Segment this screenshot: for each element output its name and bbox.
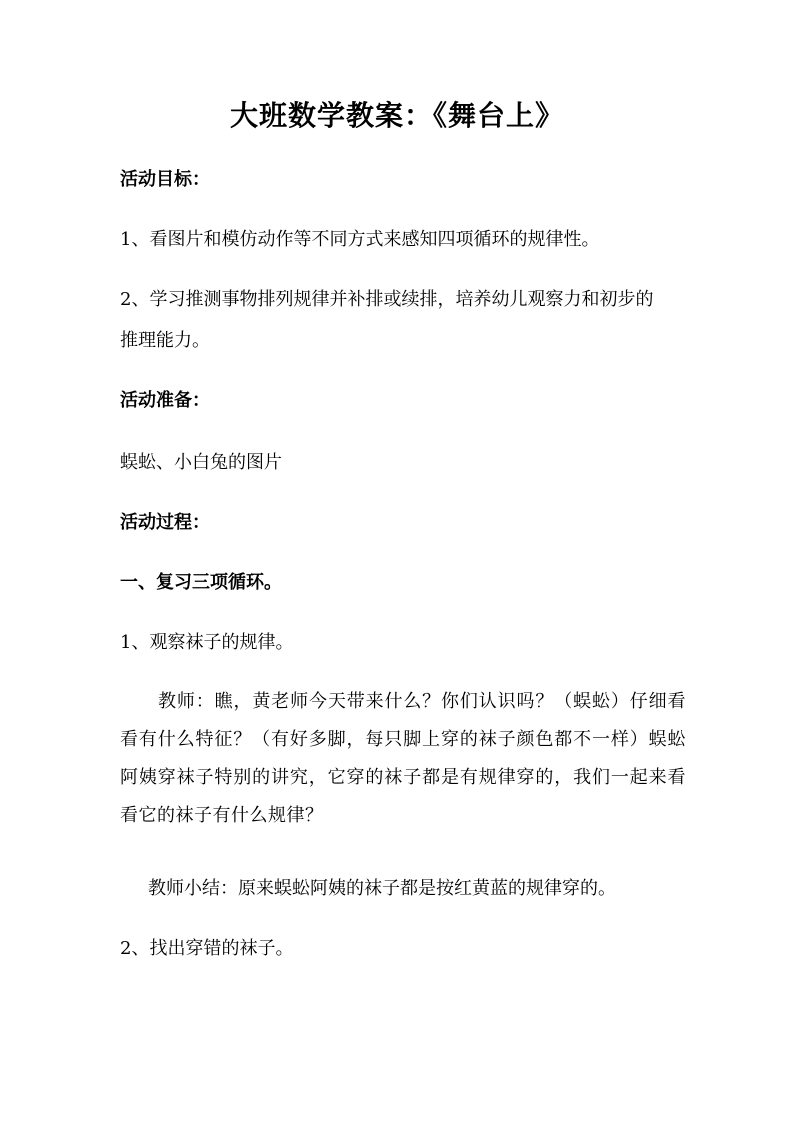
goal-2-line-2: 推理能力。 xyxy=(120,330,210,351)
prep-heading: 活动准备： xyxy=(120,390,210,411)
process-heading: 活动过程： xyxy=(120,512,210,533)
section-1-heading: 一、复习三项循环。 xyxy=(120,572,282,593)
goal-2-line-1: 2、学习推测事物排列规律并补排或续排，培养幼儿观察力和初步的 xyxy=(120,289,654,310)
teacher-paragraph: 教师：瞧，黄老师今天带来什么？你们认识吗？（蜈蚣）仔细看看有什么特征？（有好多脚，每只脚上穿的袜子颜色都不一样）蜈蚣阿姨穿袜子特别的讲究，它穿的袜子都是有规律穿的，我们一起来看看它的袜子有什么规律？ xyxy=(120,691,686,826)
goal-1: 1、看图片和模仿动作等不同方式来感知四项循环的规律性。 xyxy=(120,229,600,250)
step-1: 1、观察袜子的规律。 xyxy=(120,632,294,653)
document-title: 大班数学教案：《舞台上》 xyxy=(229,99,564,132)
prep-text: 蜈蚣、小白兔的图片 xyxy=(120,452,282,473)
step-2: 2、找出穿错的袜子。 xyxy=(120,938,294,959)
teacher-summary: 教师小结：原来蜈蚣阿姨的袜子都是按红黄蓝的规律穿的。 xyxy=(148,878,616,899)
goals-heading: 活动目标： xyxy=(120,169,210,190)
